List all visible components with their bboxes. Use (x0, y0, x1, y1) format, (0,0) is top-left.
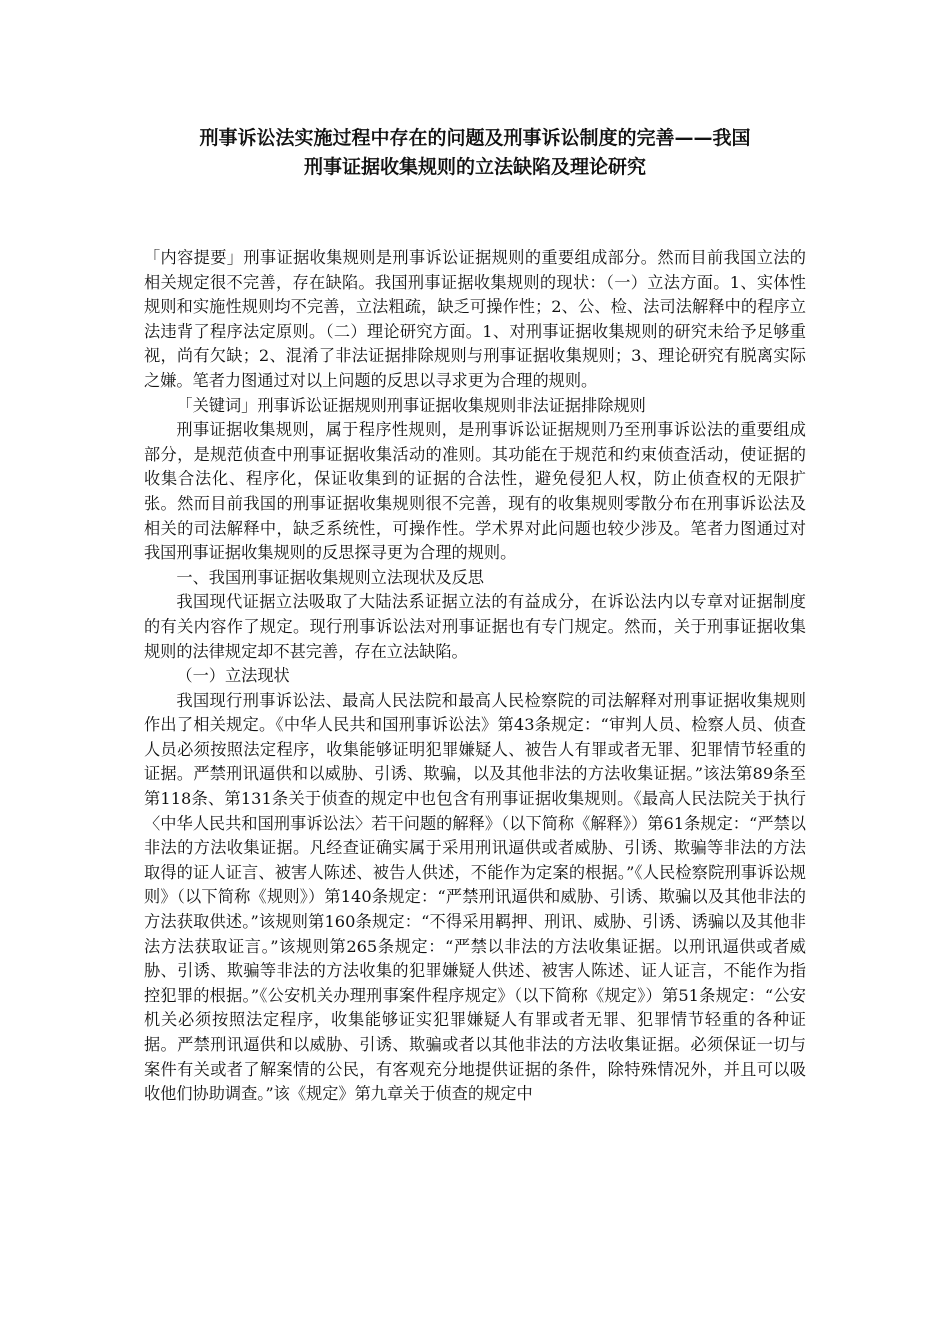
document-title (130, 124, 820, 182)
section-heading-1: 一、我国刑事证据收集规则立法现状及反思 (176, 567, 484, 587)
subsection-1-paragraph: 我国现行刑事诉讼法、最高人民法院和最高人民检察院的司法解释对刑事证据收集规则作出了相关规定。《中华人民共和国刑事诉讼法》第43条规定：“审判人员、检察人员、侦查人员必须按照法定程序，收集能够证明犯罪嫌疑人、被告人有罪或者无罪、犯罪情节轻重的证据。严禁刑讯逼供和以威胁、引诱、欺骗，以及其他非法的方法收集证据。”该法第89条至第118条、第131条关于侦查的规定中也包含有刑事证据收集规则。《最高人民法院关于执行〈中华人民共和国刑事诉讼法〉若干问题的解释》（以下简称《解释》）第61条规定：“严禁以非法的方法收集证据。凡经查证确实属于采用刑讯逼供或者威胁、引诱、欺骗等非法的方法取得的证人证言、被害人陈述、被告人供述，不能作为定案的根据。”《人民检察院刑事诉讼规则》（以下简称《规则》）第140条规定：“严禁刑讯逼供和威胁、引诱、欺骗以及其他非法的方法获取供述。”该规则第160条规定：“不得采用羁押、刑讯、威胁、引诱、诱骗以及其他非法方法获取证言。”该规则第265条规定：“严禁以非法的方法收集证据。以刑讯逼供或者威胁、引诱、欺骗等非法的方法收集的犯罪嫌疑人供述、被害人陈述、证人证言，不能作为指控犯罪的根据。”《公安机关办理刑事案件程序规定》（以下简称《规定》）第51条规定：“公安机关必须按照法定程序，收集能够证实犯罪嫌疑人有罪或者无罪、犯罪情节轻重的各种证据。严禁刑讯逼供和以威胁、引诱、欺骗或者以其他非法的方法收集证据。必须保证一切与案件有关或者了解案情的公民，有客观充分地提供证据的条件，除特殊情况外，并且可以吸收他们协助调查。”该《规定》第九章关于侦查的规定中 (144, 690, 806, 1104)
document-body (144, 246, 806, 1107)
abstract-paragraph: 「内容提要」刑事证据收集规则是刑事诉讼证据规则的重要组成部分。然而目前我国立法的相关规定很不完善，存在缺陷。我国刑事证据收集规则的现状：（一）立法方面。1、实体性规则和实施性规则均不完善，立法粗疏，缺乏可操作性；2、公、检、法司法解释中的程序立法违背了程序法定原则。（二）理论研究方面。1、对刑事证据收集规则的研究未给予足够重视，尚有欠缺；2、混淆了非法证据排除规则与刑事证据收集规则；3、理论研究有脱离实际之嫌。笔者力图通过对以上问题的反思以寻求更为合理的规则。 (144, 248, 806, 390)
subsection-heading-1: （一）立法现状 (176, 666, 290, 686)
section-1-paragraph: 我国现代证据立法吸取了大陆法系证据立法的有益成分，在诉讼法内以专章对证据制度的有关内容作了规定。现行刑事诉讼法对刑事证据也有专门规定。然而，关于刑事证据收集规则的法律规定却不甚完善，存在立法缺陷。 (144, 592, 806, 661)
title-line-1: 刑事诉讼法实施过程中存在的问题及刑事诉讼制度的完善——我国 (199, 127, 751, 149)
title-line-2: 刑事证据收集规则的立法缺陷及理论研究 (303, 156, 646, 178)
keywords-paragraph: 「关键词」刑事诉讼证据规则刑事证据收集规则非法证据排除规则 (176, 395, 646, 415)
intro-paragraph: 刑事证据收集规则，属于程序性规则，是刑事诉讼证据规则乃至刑事诉讼法的重要组成部分，是规范侦查中刑事证据收集活动的准则。其功能在于规范和约束侦查活动，使证据的收集合法化、程序化，保证收集到的证据的合法性，避免侵犯人权，防止侦查权的无限扩张。然而目前我国的刑事证据收集规则很不完善，现有的收集规则零散分布在刑事诉讼法及相关的司法解释中，缺乏系统性，可操作性。学术界对此问题也较少涉及。笔者力图通过对我国刑事证据收集规则的反思探寻更为合理的规则。 (144, 420, 806, 563)
